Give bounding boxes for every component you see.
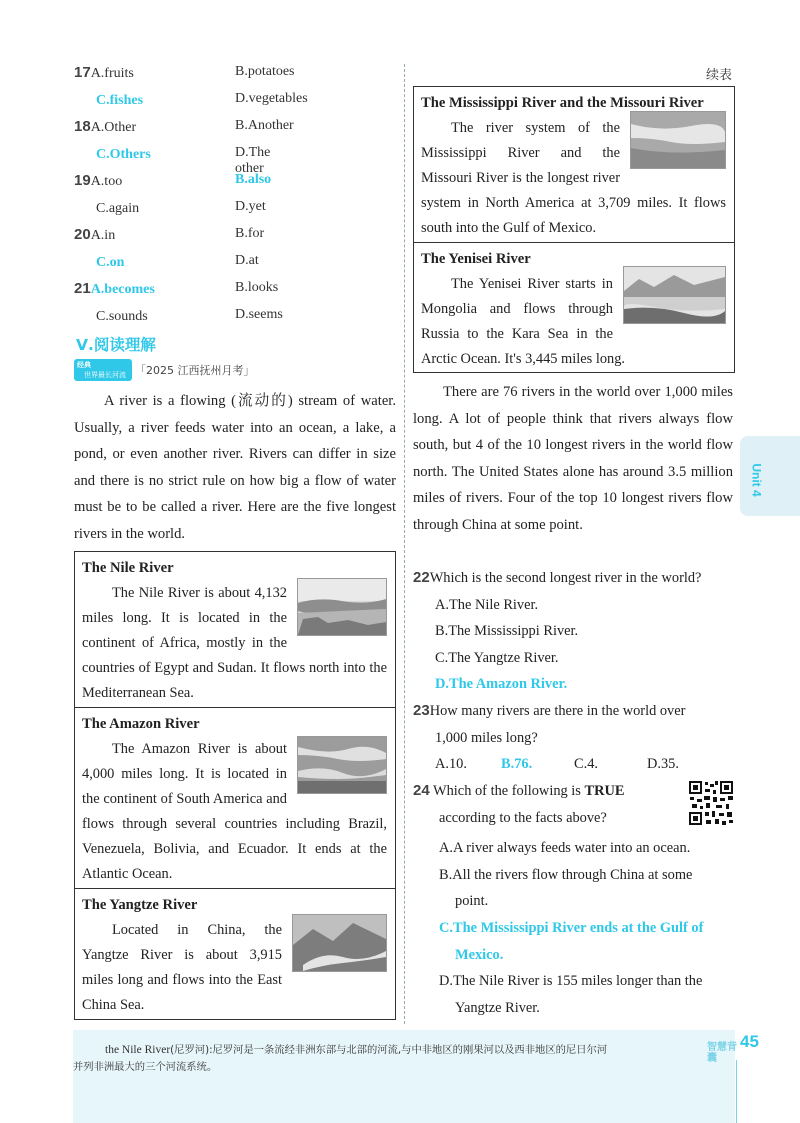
question-number: 24 bbox=[413, 782, 430, 799]
option-b-cont: point. bbox=[455, 893, 489, 910]
option-d-answer: D.The Amazon River. bbox=[435, 676, 568, 693]
option-a: A.The Nile River. bbox=[435, 596, 539, 613]
cloze-row-19-cd bbox=[74, 199, 266, 226]
option-b: B.The Mississippi River. bbox=[435, 623, 579, 640]
image-wrap-spacer bbox=[282, 918, 387, 990]
option-b: B.All the rivers flow through China at some bbox=[439, 866, 693, 883]
cloze-row-21-cd bbox=[74, 307, 283, 334]
option-a: A.Other bbox=[90, 120, 137, 135]
option-a-answer: A.becomes bbox=[90, 282, 155, 297]
option-c-answer: C.Others bbox=[96, 147, 151, 162]
rivers-box-left bbox=[74, 551, 396, 1020]
river-description-text: The Yenisei River starts in Mongolia and flows through Russia to the Kara Sea in the Arctic Ocean. It's 3,445 miles long. bbox=[421, 276, 626, 367]
cloze-row-17-ab bbox=[74, 64, 295, 91]
image-wrap-spacer bbox=[287, 581, 387, 653]
option-d: D.The other bbox=[235, 145, 271, 176]
question-24 bbox=[413, 778, 735, 1021]
cloze-row-21-ab bbox=[74, 280, 279, 307]
river-title: The Amazon River bbox=[82, 716, 200, 732]
option-c-answer: C.The Mississippi River ends at the Gulf of bbox=[439, 919, 704, 936]
river-mississippi bbox=[414, 87, 734, 243]
option-d-cont: Yangtze River. bbox=[455, 999, 540, 1016]
closing-passage: There are 76 rivers in the world over 1,000 miles long. A lot of people think that rivers always flow south, but 4 of the 10 longest rivers in the world flow north. The United States alone has around 3.5 million miles of rivers. Four of the top 10 longest rivers flow through China at some point. bbox=[413, 384, 733, 533]
footer-divider bbox=[736, 1060, 737, 1123]
river-title: The Yangtze River bbox=[82, 897, 198, 913]
question-stem-cont: according to the facts above? bbox=[439, 809, 607, 826]
source-tag: 「2025 江西抚州月考」 bbox=[135, 364, 255, 377]
question-number: 19 bbox=[74, 172, 91, 189]
badge-top-text: 经典 bbox=[77, 361, 91, 369]
option-c: C.sounds bbox=[96, 309, 148, 324]
river-nile bbox=[75, 552, 395, 708]
footer-note-line-1: (尼罗河):尼罗河是一条流经非洲东部与北部的河流,与中非地区的刚果河以及西非地区的尼日尔河 bbox=[170, 1044, 608, 1056]
option-a: A.A river always feeds water into an ocean. bbox=[439, 840, 691, 857]
option-d: D.yet bbox=[235, 199, 266, 214]
question-number: 18 bbox=[74, 118, 91, 135]
option-c: C.again bbox=[96, 201, 140, 216]
cloze-row-17-cd bbox=[74, 91, 308, 118]
question-stem-bold: TRUE bbox=[584, 783, 625, 799]
unit-label: Unit 4 bbox=[750, 463, 764, 497]
option-c: C.The Yangtze River. bbox=[435, 649, 559, 666]
options-row bbox=[413, 751, 735, 778]
question-22 bbox=[413, 565, 735, 698]
river-description bbox=[82, 737, 387, 887]
river-amazon bbox=[75, 708, 395, 889]
footer-note bbox=[73, 1042, 725, 1076]
question-number: 20 bbox=[74, 226, 91, 243]
question-stem-cont: 1,000 miles long? bbox=[435, 729, 538, 746]
river-title: The Yenisei River bbox=[421, 251, 531, 267]
river-description bbox=[421, 272, 726, 372]
question-number: 23 bbox=[413, 702, 430, 719]
cloze-options bbox=[74, 64, 308, 334]
option-b-answer: B.76. bbox=[501, 756, 533, 773]
footer-note-line-2: 并列非洲最大的三个河流系统。 bbox=[73, 1061, 218, 1073]
river-title: The Nile River bbox=[82, 560, 174, 576]
river-description-text: The Nile River is about 4,132 miles long. It is located in the continent of Africa, mostly in the countries of Egypt and Sudan. It flows north into the Mediterranean Sea. bbox=[82, 585, 387, 701]
option-a: A.too bbox=[90, 174, 123, 189]
image-wrap-spacer bbox=[613, 272, 726, 344]
badge-bottom-text: 世界最长河流 bbox=[84, 371, 126, 379]
option-a: A.fruits bbox=[90, 66, 134, 81]
continued-label: 续表 bbox=[706, 68, 733, 83]
option-d: D.35. bbox=[647, 756, 679, 773]
cloze-row-19-ab bbox=[74, 172, 272, 199]
river-description bbox=[421, 116, 726, 241]
option-c-answer: C.on bbox=[96, 255, 125, 270]
image-wrap-spacer bbox=[620, 116, 726, 188]
image-wrap-spacer bbox=[287, 737, 387, 809]
river-description bbox=[82, 918, 387, 1018]
question-number: 22 bbox=[413, 569, 430, 586]
source-line bbox=[74, 358, 255, 382]
option-b-answer: B.also bbox=[235, 172, 272, 187]
river-yangtze bbox=[75, 889, 395, 1022]
river-description-text: The river system of the Mississippi River and the Missouri River is the longest river system in North America at 3,709 miles. It flows south into the Gulf of Mexico. bbox=[421, 120, 726, 236]
page-number: 45 bbox=[740, 1032, 759, 1051]
cloze-row-18-ab bbox=[74, 118, 294, 145]
cloze-row-20-cd bbox=[74, 253, 259, 280]
river-description-text: Located in China, the Yangtze River is about 3,915 miles long and flows into the East China Sea. bbox=[82, 922, 282, 1013]
question-number: 17 bbox=[74, 64, 91, 81]
section-title: Ⅴ.阅读理解 bbox=[76, 336, 156, 354]
cloze-row-18-cd bbox=[74, 145, 271, 176]
option-c-answer: C.fishes bbox=[96, 93, 144, 108]
unit-side-tab bbox=[740, 436, 800, 516]
option-b: B.for bbox=[235, 226, 265, 241]
option-b: B.looks bbox=[235, 280, 279, 295]
brand-mark: 智慧背囊 bbox=[707, 1042, 737, 1064]
option-b: B.potatoes bbox=[235, 64, 295, 79]
question-stem: Which is the second longest river in the world? bbox=[429, 570, 702, 586]
topic-badge bbox=[74, 359, 132, 381]
rivers-box-right bbox=[413, 86, 735, 373]
question-number: 21 bbox=[74, 280, 91, 297]
river-title: The Mississippi River and the Missouri River bbox=[421, 95, 704, 111]
intro-passage: A river is a flowing (流动的) stream of water. Usually, a river feeds water into an ocean, a lake, a pond, or even another river. Rivers can differ in size and there is no strict rule on how big a flow of water must be to be called a river. Here are the five longest rivers in the world. bbox=[74, 393, 396, 542]
qr-code-icon[interactable] bbox=[688, 780, 734, 826]
footer-term: the Nile River bbox=[105, 1044, 171, 1056]
river-description-text: The Amazon River is about 4,000 miles long. It is located in the continent of South America and flows through several countries including Brazil, Venezuela, Bolivia, and Ecuador. It ends at the Atlantic Ocean. bbox=[82, 741, 387, 882]
question-stem: Which of the following is bbox=[433, 783, 581, 799]
river-yenisei bbox=[414, 243, 734, 377]
question-stem: How many rivers are there in the world over bbox=[429, 703, 686, 719]
option-b: B.Another bbox=[235, 118, 294, 133]
option-d: D.at bbox=[235, 253, 259, 268]
footer-note-area bbox=[73, 1030, 735, 1123]
river-description bbox=[82, 581, 387, 706]
option-d: D.seems bbox=[235, 307, 283, 322]
option-c-answer-cont: Mexico. bbox=[455, 946, 504, 963]
option-d: D.The Nile River is 155 miles longer than the bbox=[439, 973, 703, 990]
column-divider bbox=[404, 64, 405, 1024]
option-d: D.vegetables bbox=[235, 91, 308, 106]
option-a: A.10. bbox=[435, 756, 467, 773]
option-c: C.4. bbox=[574, 756, 598, 773]
cloze-row-20-ab bbox=[74, 226, 265, 253]
option-a: A.in bbox=[90, 228, 116, 243]
question-23 bbox=[413, 698, 735, 778]
